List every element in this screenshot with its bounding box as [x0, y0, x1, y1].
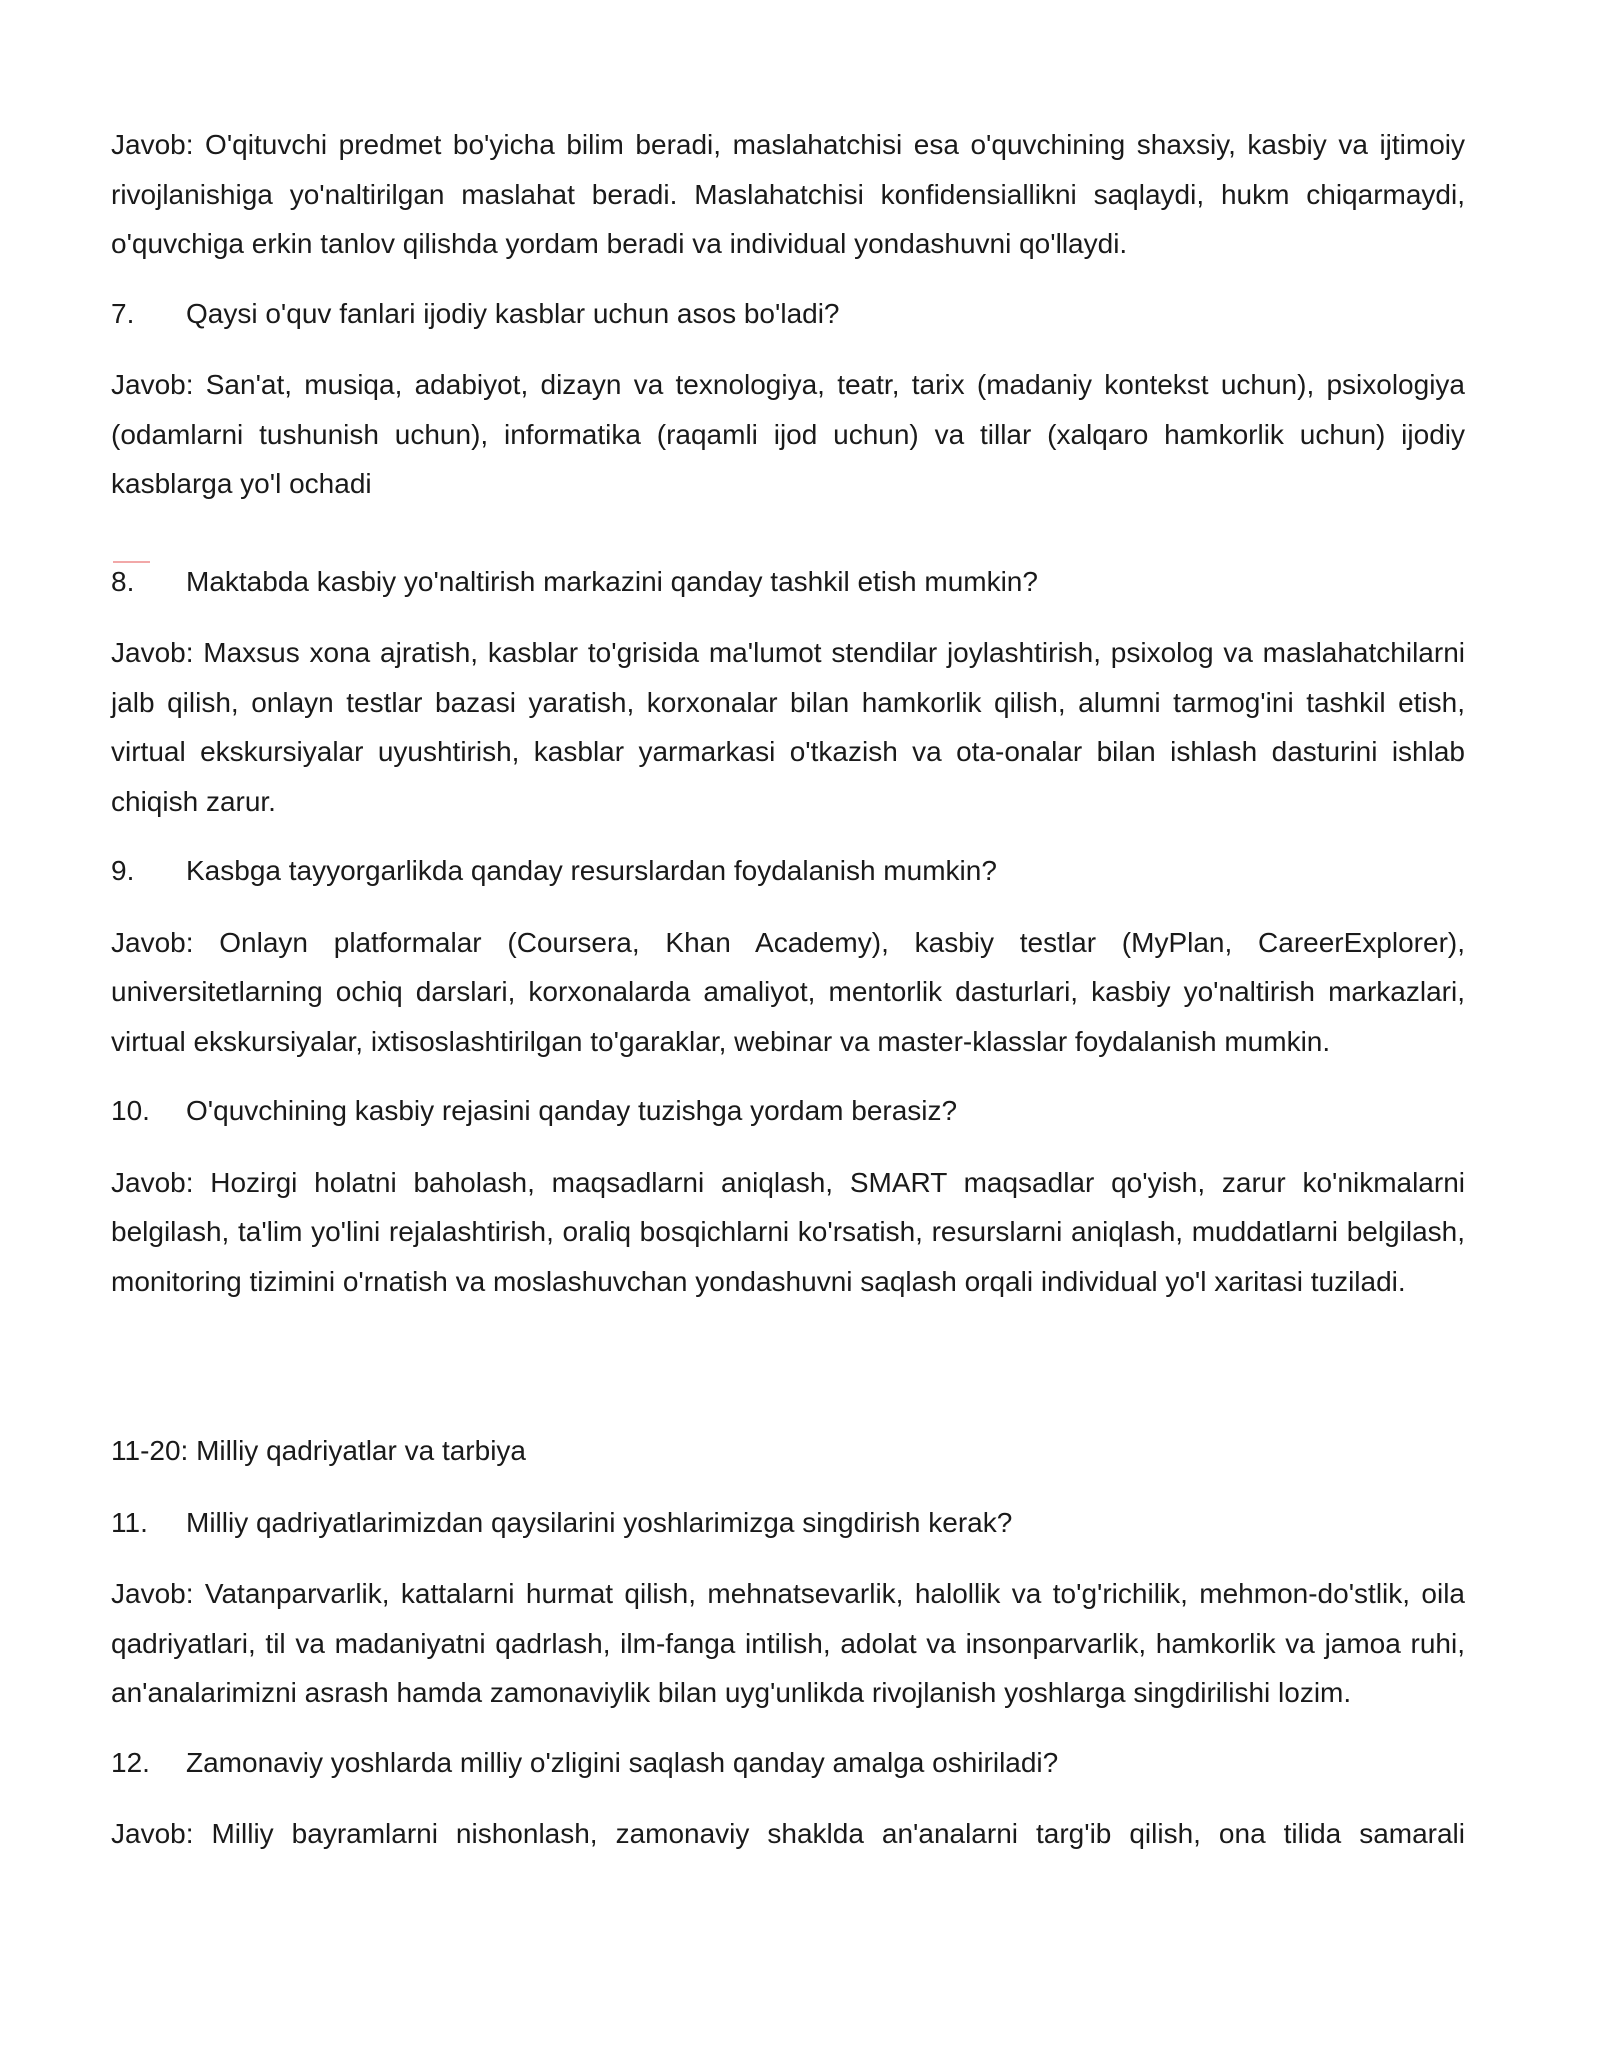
- spacer: [111, 529, 1465, 557]
- question-11: [111, 1498, 1465, 1548]
- question-text: Kasbga tayyorgarlikda qanday resurslardan foydalanish mumkin?: [186, 855, 997, 886]
- question-text: Maktabda kasbiy yo'naltirish markazini qanday tashkil etish mumkin?: [186, 565, 1038, 597]
- spacer: [111, 1326, 1465, 1426]
- question-8: [111, 557, 1465, 607]
- answer-12: Javob: Milliy bayramlarni nishonlash, zamonaviy shaklda an'analarni targ'ib qilish, ona tilida samarali: [111, 1818, 1465, 1849]
- question-text: O'quvchining kasbiy rejasini qanday tuzishga yordam berasiz?: [186, 1095, 958, 1126]
- question-10: [111, 1086, 1465, 1136]
- document-page: [111, 120, 1465, 1879]
- answer-8: Javob: Maxsus xona ajratish, kasblar to'grisida ma'lumot stendilar joylashtirish, psixolog va maslahatchilarni jalb qilish, onlayn testlar bazasi yaratish, korxonalar bilan hamkorlik qilish, alumni tarmog'ini tashkil etish, virtual ekskursiyalar uyushtirish, kasblar yarmarkasi o'tkazish va ota-onalar bilan ishlash dasturini ishlab chiqish zarur.: [111, 637, 1465, 817]
- question-number: 11.: [111, 1506, 148, 1538]
- question-12: [111, 1738, 1465, 1788]
- question-number: 12.: [111, 1746, 150, 1778]
- question-7: [111, 289, 1465, 339]
- question-number: 10.: [111, 1095, 150, 1126]
- answer-7: Javob: San'at, musiqa, adabiyot, dizayn va texnologiya, teatr, tarix (madaniy kontekst uchun), psixologiya (odamlarni tushunish uchun), informatika (raqamli ijod uchun) va tillar (xalqaro hamkorlik uchun) ijodiy kasblarga yo'l ochadi: [111, 369, 1465, 499]
- question-text: Zamonaviy yoshlarda milliy o'zligini saqlash qanday amalga oshiriladi?: [186, 1746, 1059, 1778]
- question-text: Milliy qadriyatlarimizdan qaysilarini yoshlarimizga singdirish kerak?: [186, 1506, 1013, 1538]
- question-number: 9.: [111, 855, 135, 886]
- section-title: 11-20: Milliy qadriyatlar va tarbiya: [111, 1435, 526, 1466]
- question-9: [111, 846, 1465, 896]
- answer-11: Javob: Vatanparvarlik, kattalarni hurmat qilish, mehnatsevarlik, halollik va to'g'richilik, mehmon-do'stlik, oila qadriyatlari, til va madaniyatni qadrlash, ilm-fanga intilish, adolat va insonparvarlik, hamkorlik va jamoa ruhi, an'analarimizni asrash hamda zamonaviylik bilan uyg'unlikda rivojlanish yoshlarga singdirilishi lozim.: [111, 1578, 1465, 1708]
- answer-9: Javob: Onlayn platformalar (Coursera, Khan Academy), kasbiy testlar (MyPlan, CareerExplorer), universitetlarning ochiq darslari, korxonalarda amaliyot, mentorlik dasturlari, kasbiy yo'naltirish markazlari, virtual ekskursiyalar, ixtisoslashtirilgan to'garaklar, webinar va master-klasslar foydalanish mumkin.: [111, 926, 1465, 1057]
- question-number: 8.: [111, 565, 135, 597]
- question-text: Qaysi o'quv fanlari ijodiy kasblar uchun asos bo'ladi?: [186, 297, 840, 329]
- answer-10: Javob: Hozirgi holatni baholash, maqsadlarni aniqlash, SMART maqsadlar qo'yish, zarur ko'nikmalarni belgilash, ta'lim yo'lini rejalashtirish, oraliq bosqichlarni ko'rsatish, resurslarni aniqlash, muddatlarni belgilash, monitoring tizimini o'rnatish va moslashuvchan yondashuvni saqlash orqali individual yo'l xaritasi tuziladi.: [111, 1166, 1465, 1297]
- question-number: 7.: [111, 297, 135, 329]
- answer-intro: Javob: O'qituvchi predmet bo'yicha bilim beradi, maslahatchisi esa o'quvchining shaxsiy, kasbiy va ijtimoiy rivojlanishiga yo'naltirilgan maslahat beradi. Maslahatchisi konfidensiallikni saqlaydi, hukm chiqarmaydi, o'quvchiga erkin tanlov qilishda yordam beradi va individual yondashuvni qo'llaydi.: [111, 129, 1465, 259]
